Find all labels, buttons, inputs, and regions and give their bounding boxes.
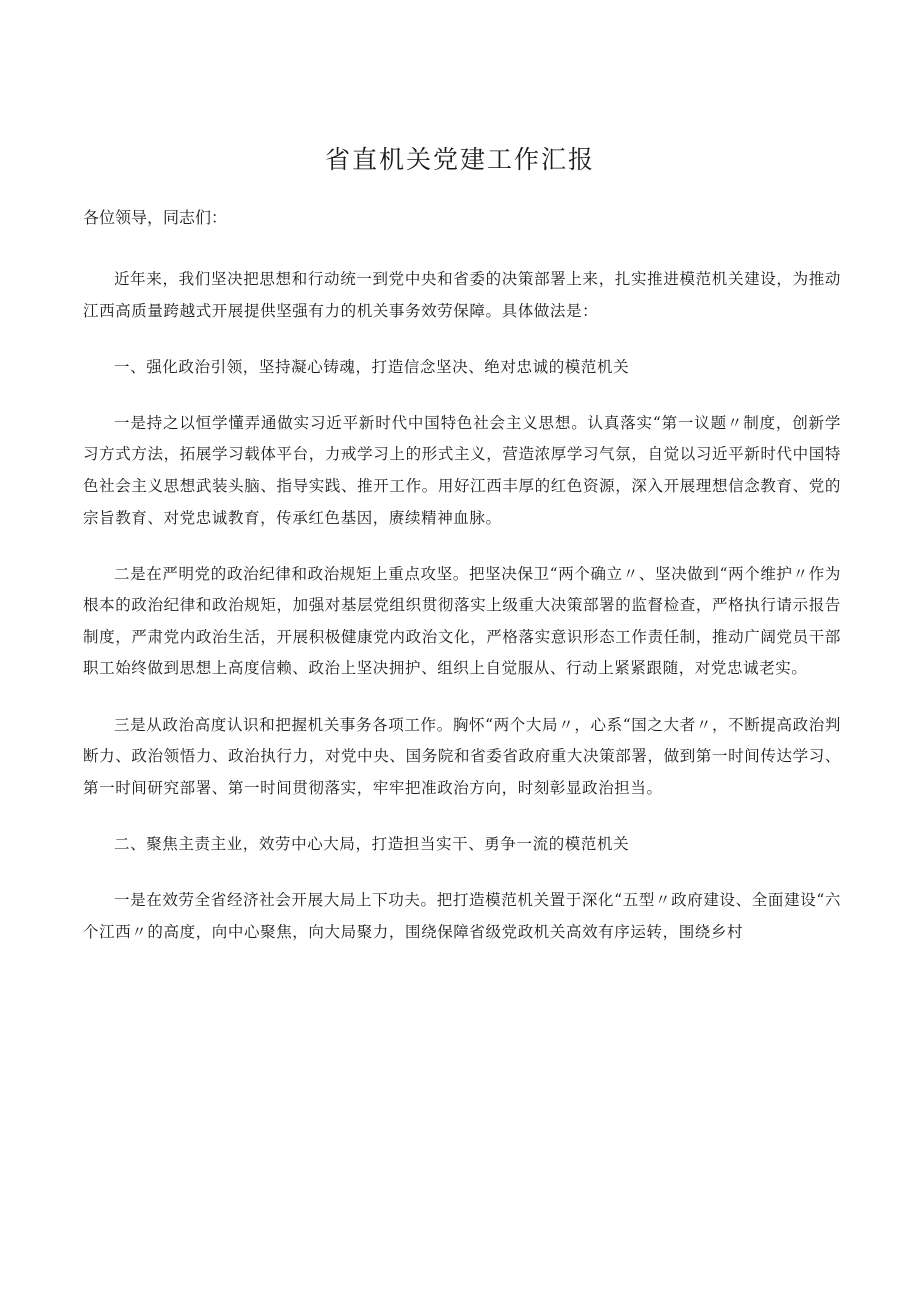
section-1-heading: 一、强化政治引领，坚持凝心铸魂，打造信念坚决、绝对忠诚的模范机关: [114, 357, 630, 376]
intro-paragraph: 近年来，我们坚决把思想和行动统一到党中央和省委的决策部署上来，扎实推进模范机关建设，为推动江西高质量跨越式开展提供坚强有力的机关事务效劳保障。具体做法是：: [83, 270, 841, 320]
document-title: 省直机关党建工作汇报: [324, 145, 595, 174]
section-2-heading: 二、聚焦主责主业，效劳中心大局，打造担当实干、勇争一流的模范机关: [114, 834, 630, 853]
section-1-paragraph-1: 一是持之以恒学懂弄通做实习近平新时代中国特色社会主义思想。认真落实“第一议题〃制度，创新学习方式方法，拓展学习载体平台，力戒学习上的形式主义，营造浓厚学习气氛，自觉以习近平新时代中国特色社会主义思想武装头脑、指导实践、推开工作。用好江西丰厚的红色资源，深入开展理想信念教育、党的宗旨教育、对党忠诚教育，传承红色基因，赓续精神血脉。: [83, 413, 841, 527]
document-body: [83, 264, 841, 973]
section-2-paragraph-1: 一是在效劳全省经济社会开展大局上下功夫。把打造模范机关置于深化“五型〃政府建设、全面建设“六个江西〃的高度，向中心聚焦，向大局聚力，围绕保障省级党政机关高效有序运转，围绕乡村: [83, 890, 841, 941]
section-1-paragraph-3: 三是从政治高度认识和把握机关事务各项工作。胸怀“两个大局〃，心系“国之大者〃，不断提高政治判断力、政治领悟力、政治执行力，对党中央、国务院和省委省政府重大决策部署，做到第一时间传达学习、第一时间研究部署、第一时间贯彻落实，牢牢把准政治方向，时刻彰显政治担当。: [83, 715, 841, 797]
salutation: 各位领导，同志们：: [83, 208, 228, 227]
section-1-paragraph-2: 二是在严明党的政治纪律和政治规矩上重点攻坚。把坚决保卫“两个确立〃、坚决做到“两个维护〃作为根本的政治纪律和政治规矩，加强对基层党组织贯彻落实上级重大决策部署的监督检查，严格执行请示报告制度，严肃党内政治生活，开展积极健康党内政治文化，严格落实意识形态工作责任制，推动广阔党员干部职工始终做到思想上高度信赖、政治上坚决拥护、组织上自觉服从、行动上紧紧跟随，对党忠诚老实。: [83, 564, 841, 678]
